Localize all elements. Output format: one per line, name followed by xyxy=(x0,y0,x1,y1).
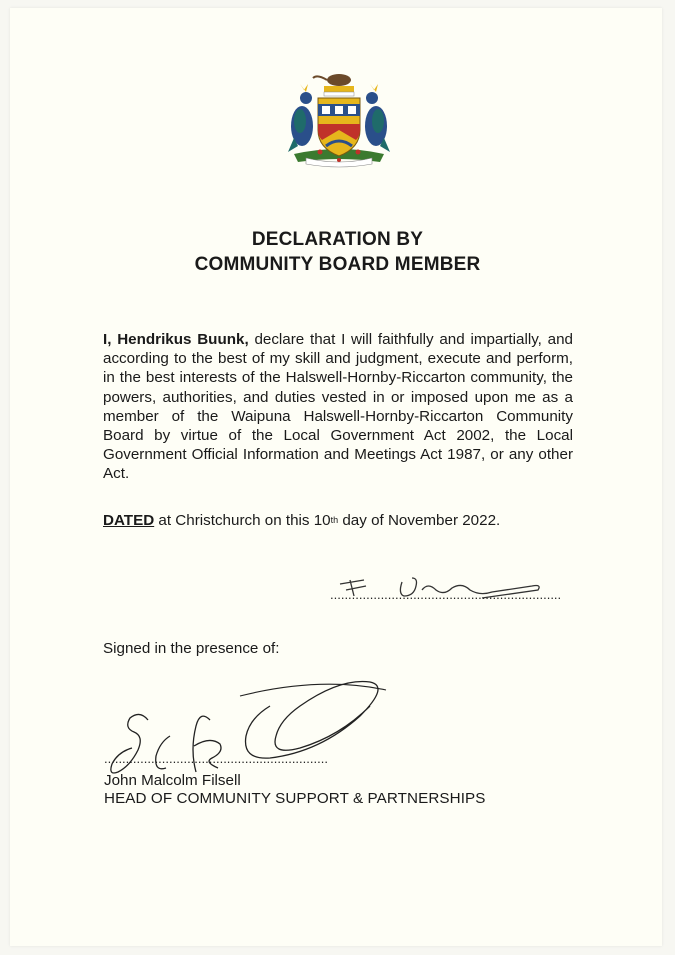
member-signature-line: ................................................................ xyxy=(330,587,562,602)
dated-label: DATED xyxy=(103,512,155,529)
member-name: I, Hendrikus Buunk, xyxy=(103,331,249,348)
declaration-text: declare that I will faithfully and impartially, and according to the best of my skill and judgment, execute and perform, in the best interests of the Halswell-Hornby-Riccarton community, the powers, authorities, and duties vested in or imposed upon me as a member of the Waipuna Halswell-Hornby-Riccarton Community Board by virtue of the Local Government Act 2002, the Local Government Official Information and Meetings Act 1987, or any other Act. xyxy=(103,331,573,483)
witness-name: John Malcolm Filsell xyxy=(104,772,241,789)
witness-title: HEAD OF COMMUNITY SUPPORT & PARTNERSHIPS xyxy=(104,790,486,807)
witness-signature-line: .............................................................. xyxy=(104,751,328,766)
witness-signature xyxy=(100,676,400,786)
dated-text-before: at Christchurch on this 10 xyxy=(154,512,331,529)
document-title-line-2: COMMUNITY BOARD MEMBER xyxy=(194,254,481,275)
document-title-line-1: DECLARATION BY xyxy=(251,229,424,250)
declaration-paragraph xyxy=(103,330,573,484)
dated-ordinal: th xyxy=(330,515,339,525)
dated-line xyxy=(103,512,500,529)
coat-of-arms-icon xyxy=(280,66,398,170)
witness-intro: Signed in the presence of: xyxy=(103,640,280,657)
dated-text-after: day of November 2022. xyxy=(338,512,501,529)
member-signature xyxy=(332,568,552,606)
